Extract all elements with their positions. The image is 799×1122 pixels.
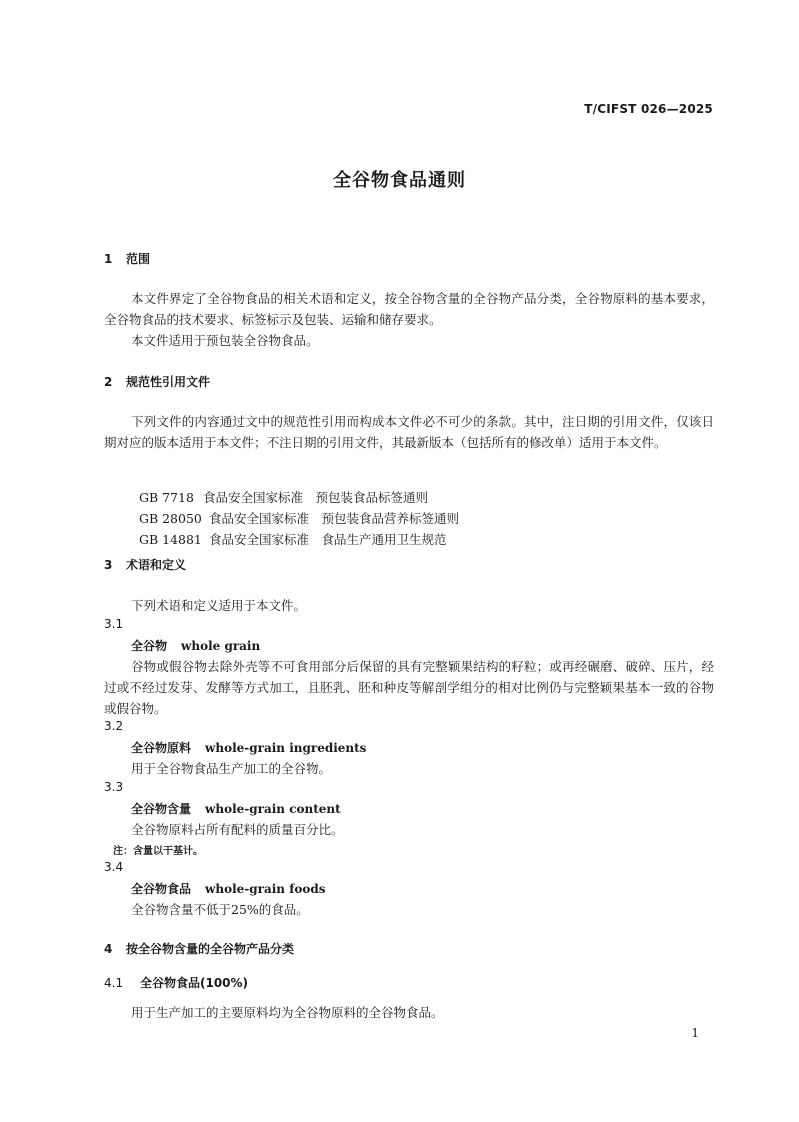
term-en: whole-grain foods bbox=[205, 882, 326, 896]
reference-code: GB 7718 bbox=[138, 490, 194, 505]
term-definition: 全谷物原料占所有配料的质量百分比。 bbox=[131, 822, 344, 837]
term-en: whole grain bbox=[181, 639, 261, 653]
section-title: 范围 bbox=[126, 252, 151, 266]
term-zh: 全谷物 bbox=[131, 639, 168, 653]
term-definition: 用于全谷物食品生产加工的全谷物。 bbox=[131, 761, 332, 776]
reference-title: 食品安全国家标准 预包装食品标签通则 bbox=[202, 490, 428, 505]
term-zh: 全谷物含量 bbox=[131, 802, 192, 816]
term-number: 3.4 bbox=[104, 860, 124, 874]
section-1-paragraph-2: 本文件适用于预包装全谷物食品。 bbox=[131, 333, 319, 348]
section-number: 3 bbox=[104, 558, 113, 572]
section-2-heading bbox=[104, 373, 210, 390]
term-definition: 全谷物含量不低于25%的食品。 bbox=[131, 902, 309, 917]
reference-title: 食品安全国家标准 食品生产通用卫生规范 bbox=[208, 532, 447, 547]
subsection-4-1-heading bbox=[104, 974, 248, 991]
section-2-paragraph-1: 下列文件的内容通过文中的规范性引用而构成本文件必不可少的条款。其中，注日期的引用文件，仅该日期对应的版本适用于本文件；不注日期的引用文件，其最新版本（包括所有的修改单）适用于本文件。 bbox=[104, 414, 714, 450]
section-number: 4 bbox=[104, 942, 113, 956]
term-en: whole-grain ingredients bbox=[205, 741, 367, 755]
section-1-heading bbox=[104, 250, 150, 267]
section-title: 术语和定义 bbox=[126, 558, 187, 572]
subsection-4-1-paragraph: 用于生产加工的主要原料均为全谷物原料的全谷物食品。 bbox=[131, 1005, 444, 1020]
term-heading bbox=[131, 880, 326, 897]
section-number: 2 bbox=[104, 375, 113, 389]
term-number: 3.1 bbox=[104, 617, 124, 631]
term-number: 3.2 bbox=[104, 719, 124, 733]
reference-code: GB 28050 bbox=[138, 511, 202, 526]
reference-title: 食品安全国家标准 预包装食品营养标签通则 bbox=[208, 511, 459, 526]
term-zh: 全谷物食品 bbox=[131, 882, 192, 896]
section-number: 1 bbox=[104, 252, 113, 266]
term-heading bbox=[131, 637, 260, 654]
reference-code: GB 14881 bbox=[138, 532, 202, 547]
section-title: 规范性引用文件 bbox=[126, 375, 211, 389]
section-4-heading bbox=[104, 940, 294, 957]
section-3-heading bbox=[104, 556, 186, 573]
subsection-number: 4.1 bbox=[104, 976, 124, 990]
page-number: 1 bbox=[691, 1026, 699, 1040]
term-zh: 全谷物原料 bbox=[131, 741, 192, 755]
term-heading bbox=[131, 800, 341, 817]
term-heading bbox=[131, 739, 366, 756]
term-note: 注：含量以干基计。 bbox=[113, 846, 203, 857]
term-number: 3.3 bbox=[104, 780, 124, 794]
section-title: 按全谷物含量的全谷物产品分类 bbox=[126, 942, 295, 956]
section-1-paragraph-1: 本文件界定了全谷物食品的相关术语和定义，按全谷物含量的全谷物产品分类，全谷物原料的基本要求，全谷物食品的技术要求、标签标示及包装、运输和储存要求。 bbox=[104, 291, 714, 327]
document-title: 全谷物食品通则 bbox=[333, 170, 466, 191]
reference-item bbox=[131, 515, 446, 548]
section-3-intro: 下列术语和定义适用于本文件。 bbox=[131, 598, 307, 613]
standard-number: T/CIFST 026—2025 bbox=[584, 102, 713, 116]
term-definition: 谷物或假谷物去除外壳等不可食用部分后保留的具有完整颖果结构的籽粒；或再经碾磨、破碎、压片，经过或不经过发芽、发酵等方式加工，且胚乳、胚和种皮等解剖学组分的相对比例仍与完整颖果基本一致的谷物或假谷物。 bbox=[104, 659, 714, 716]
subsection-title: 全谷物食品(100%) bbox=[140, 976, 249, 990]
term-en: whole-grain content bbox=[205, 802, 341, 816]
